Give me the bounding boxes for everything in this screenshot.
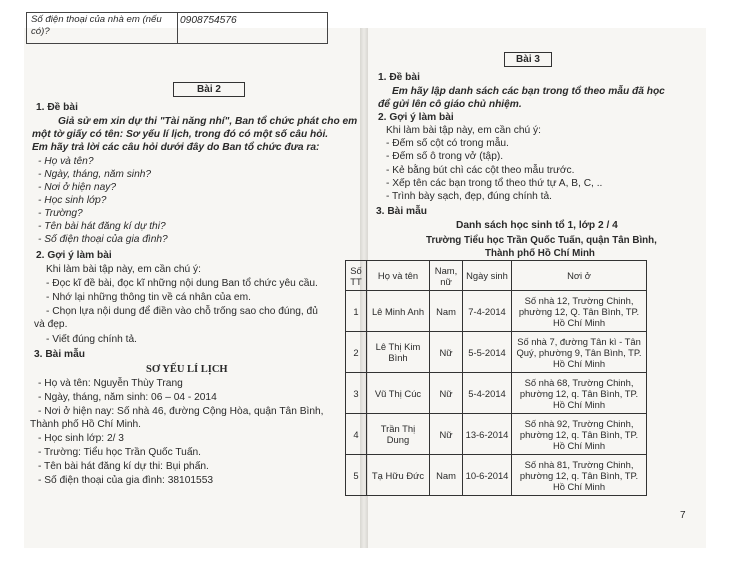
phone-value: 0908754576 <box>180 15 237 26</box>
cell-name: Lê Thị Kim Bình <box>367 332 430 373</box>
list-title: Danh sách học sinh tổ 1, lớp 2 / 4 <box>456 220 618 231</box>
cell-address: Số nhà 12, Trường Chinh, phường 12, Q. Tân Bình, TP. Hồ Chí Minh <box>512 291 647 332</box>
mau-line: Thành phố Hồ Chí Minh. <box>30 419 141 430</box>
cell-gender: Nữ <box>430 373 463 414</box>
right-prompt-line-1: Em hãy lập danh sách các bạn trong tổ theo mẫu đã học <box>392 86 665 97</box>
cell-address: Số nhà 81, Trường Chinh, phường 12, q. Tân Bình, TP. Hồ Chí Minh <box>512 455 647 496</box>
table-row <box>346 373 647 414</box>
goi-y-line: - Nhớ lại những thông tin về cá nhân của em. <box>46 292 251 303</box>
table-row <box>346 455 647 496</box>
right-goi-y-line: - Đếm số ô trong vở (tập). <box>386 151 504 162</box>
mau-line: - Học sinh lớp: 2/ 3 <box>38 433 124 444</box>
left-goi-y-heading: 2. Gợi ý làm bài <box>36 250 112 261</box>
right-goi-y-line: - Trình bày sạch, đẹp, đúng chính tả. <box>386 191 552 202</box>
prompt-line-2: một tờ giấy có tên: Sơ yếu lí lịch, trong đó có một số câu hỏi. <box>32 129 329 140</box>
header-dob: Ngày sinh <box>463 261 512 291</box>
right-bai-mau-heading: 3. Bài mẫu <box>376 206 427 217</box>
cell-address: Số nhà 7, đường Tân kì - Tân Quý, phường 9, Tân Bình, TP. Hồ Chí Minh <box>512 332 647 373</box>
mau-line: - Nơi ở hiện nay: Số nhà 46, đường Cộng Hòa, quận Tân Bình, <box>38 406 324 417</box>
header-name: Họ và tên <box>367 261 430 291</box>
question-item: - Học sinh lớp? <box>38 195 107 206</box>
cell-dob: 10-6-2014 <box>463 455 512 496</box>
cell-stt: 2 <box>346 332 367 373</box>
mau-line: - Số điện thoại của gia đình: 38101553 <box>38 475 214 486</box>
goi-y-line: - Đọc kĩ đề bài, đọc kĩ những nội dung Ban tổ chức yêu cầu. <box>46 278 318 289</box>
mau-line: - Trường: Tiểu học Trần Quốc Tuấn. <box>38 447 201 458</box>
so-yeu-li-lich-title: SƠ YẾU LÍ LỊCH <box>146 364 228 375</box>
question-item: - Tên bài hát đăng kí dự thi? <box>38 221 166 232</box>
header-stt: Số TT <box>346 261 367 291</box>
cell-gender: Nữ <box>430 414 463 455</box>
cell-dob: 5-5-2014 <box>463 332 512 373</box>
cell-gender: Nam <box>430 455 463 496</box>
question-item: - Nơi ở hiện nay? <box>38 182 117 193</box>
right-goi-y-line: - Xếp tên các bạn trong tổ theo thứ tự A, B, C, .. <box>386 178 603 189</box>
student-list-table <box>345 260 647 496</box>
list-subtitle-1: Trường Tiểu học Trần Quốc Tuấn, quận Tân Bình, <box>426 235 657 246</box>
bai3-title: Bài 3 <box>504 52 552 67</box>
right-goi-y-line: Khi làm bài tập này, em cần chú ý: <box>386 125 541 136</box>
cell-stt: 1 <box>346 291 367 332</box>
list-subtitle-2: Thành phố Hồ Chí Minh <box>485 248 595 259</box>
header-address: Nơi ở <box>512 261 647 291</box>
right-goi-y-line: - Kẻ bằng bút chì các cột theo mẫu trước. <box>386 165 575 176</box>
left-de-bai-heading: 1. Đề bài <box>36 102 78 113</box>
cell-address: Số nhà 92, Trường Chinh, phường 12, q. Tân Bình, TP. Hồ Chí Minh <box>512 414 647 455</box>
cell-dob: 5-4-2014 <box>463 373 512 414</box>
header-gender: Nam, nữ <box>430 261 463 291</box>
goi-y-line: - Viết đúng chính tả. <box>46 334 137 345</box>
right-de-bai-heading: 1. Đề bài <box>378 72 420 83</box>
table-row <box>346 291 647 332</box>
mau-line: - Ngày, tháng, năm sinh: 06 – 04 - 2014 <box>38 392 217 403</box>
cell-name: Lê Minh Anh <box>367 291 430 332</box>
cell-dob: 13-6-2014 <box>463 414 512 455</box>
right-goi-y-line: - Đếm số cột có trong mẫu. <box>386 138 509 149</box>
phone-label: Số điện thoại của nhà em (nếu có)? <box>31 14 162 37</box>
question-item: - Trường? <box>38 208 83 219</box>
bai2-title: Bài 2 <box>173 82 245 97</box>
left-bai-mau-heading: 3. Bài mẫu <box>34 349 85 360</box>
table-row <box>346 414 647 455</box>
table-header-row <box>346 261 647 291</box>
right-prompt-line-2: để gửi lên cô giáo chủ nhiệm. <box>378 99 522 110</box>
cell-gender: Nữ <box>430 332 463 373</box>
cell-stt: 4 <box>346 414 367 455</box>
page-number: 7 <box>680 510 686 521</box>
prompt-line-1: Giả sử em xin dự thi "Tài năng nhí", Ban tổ chức phát cho em <box>58 116 358 127</box>
question-item: - Số điện thoại của gia đình? <box>38 234 168 245</box>
right-goi-y-heading: 2. Gợi ý làm bài <box>378 112 454 123</box>
cell-name: Trần Thị Dung <box>367 414 430 455</box>
mau-line: - Họ và tên: Nguyễn Thùy Trang <box>38 378 183 389</box>
cell-stt: 5 <box>346 455 367 496</box>
question-item: - Họ và tên? <box>38 156 94 167</box>
cell-dob: 7-4-2014 <box>463 291 512 332</box>
question-item: - Ngày, tháng, năm sinh? <box>38 169 152 180</box>
cell-address: Số nhà 68, Trường Chinh, phường 12, q. Tân Bình, TP. Hồ Chí Minh <box>512 373 647 414</box>
goi-y-line: và đẹp. <box>34 319 68 330</box>
cell-gender: Nam <box>430 291 463 332</box>
cell-stt: 3 <box>346 373 367 414</box>
goi-y-line: Khi làm bài tập này, em cần chú ý: <box>46 264 201 275</box>
goi-y-line: - Chọn lựa nội dung để điền vào chỗ trống sao cho đúng, đủ <box>46 306 318 317</box>
mau-line: - Tên bài hát đăng kí dự thi: Bụi phấn. <box>38 461 209 472</box>
cell-name: Vũ Thị Cúc <box>367 373 430 414</box>
cell-name: Tạ Hữu Đức <box>367 455 430 496</box>
table-row <box>346 332 647 373</box>
prompt-line-3: Em hãy trả lời các câu hỏi dưới đây do Ban tổ chức đưa ra: <box>32 142 320 153</box>
